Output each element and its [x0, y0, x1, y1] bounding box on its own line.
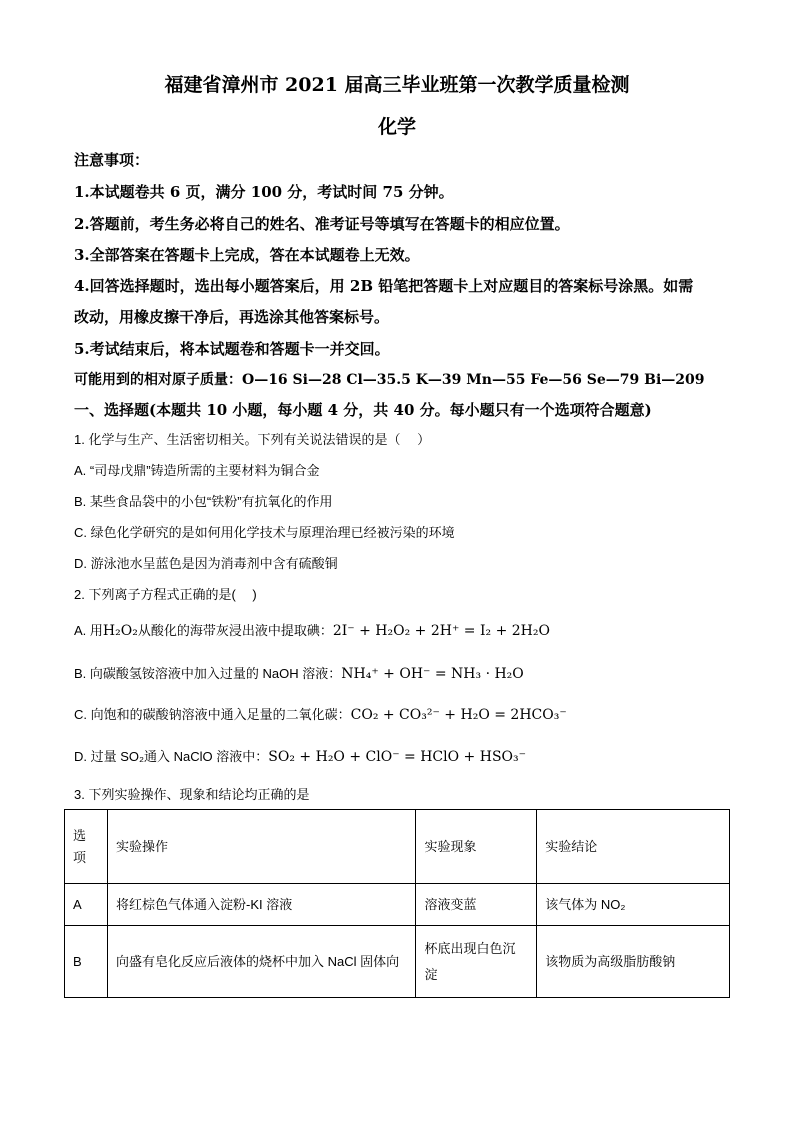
option-a-text: 从酸化的海带灰浸出液中提取碘：: [137, 623, 333, 638]
question-2-option-b: [74, 665, 524, 683]
subject-title: 化学: [377, 116, 416, 138]
row-phenomenon: 杯底出现白色沉淀: [416, 926, 537, 998]
equation: 2I⁻ + H₂O₂ + 2H⁺ = I₂ + 2H₂O: [332, 623, 550, 639]
option-c-text: C. 向饱和的碳酸钠溶液中通入足量的二氧化碳：: [74, 707, 351, 722]
question-2-stem: 2. 下列离子方程式正确的是( ): [74, 587, 257, 602]
question-1-stem: 1. 化学与生产、生活密切相关。下列有关说法错误的是（ ）: [74, 432, 431, 447]
equation: CO₂ + CO₃²⁻ + H₂O = 2HCO₃⁻: [350, 707, 567, 723]
section-heading: 一、选择题(本题共 10 小题，每小题 4 分，共 40 分。每小题只有一个选项符合题意): [74, 401, 652, 419]
exam-title: 福建省漳州市 2021 届高三毕业班第一次教学质量检测: [164, 74, 630, 96]
option-d-text: D. 过量 SO₂通入 NaClO 溶液中：: [74, 749, 269, 764]
row-option: B: [65, 926, 108, 998]
row-conclusion: 该物质为高级脂肪酸钠: [537, 926, 730, 998]
header-operation: 实验操作: [107, 810, 415, 884]
experiment-table: [64, 809, 730, 998]
question-2-option-c: [74, 706, 567, 724]
row-conclusion: 该气体为 NO₂: [537, 884, 730, 926]
note-item: 2.答题前，考生务必将自己的姓名、准考证号等填写在答题卡的相应位置。: [74, 215, 570, 233]
row-operation: 将红棕色气体通入淀粉-KI 溶液: [107, 884, 415, 926]
row-operation: 向盛有皂化反应后液体的烧杯中加入 NaCl 固体向: [107, 926, 415, 998]
reagent-formula: H₂O₂: [102, 623, 138, 639]
option-b-text: B. 向碳酸氢铵溶液中加入过量的 NaOH 溶液：: [74, 666, 342, 681]
notes-heading: 注意事项：: [74, 151, 150, 169]
question-1-option-a: A. “司母戊鼎”铸造所需的主要材料为铜合金: [74, 463, 320, 478]
question-1-option-b: B. 某些食品袋中的小包“铁粉”有抗氧化的作用: [74, 494, 333, 509]
table-header-row: [65, 810, 730, 884]
header-conclusion: 实验结论: [537, 810, 730, 884]
option-a-prefix: A. 用: [74, 623, 103, 638]
equation: SO₂ + H₂O + ClO⁻ = HClO + HSO₃⁻: [268, 749, 527, 765]
note-item: 5.考试结束后，将本试题卷和答题卡一并交回。: [74, 340, 390, 358]
question-2-option-a: [74, 622, 550, 640]
note-item: 改动，用橡皮擦干净后，再选涂其他答案标号。: [74, 308, 390, 326]
header-option: 选项: [65, 810, 108, 884]
equation: NH₄⁺ + OH⁻ = NH₃ · H₂O: [341, 666, 524, 682]
atomic-masses: 可能用到的相对原子质量：O—16 Si—28 Cl—35.5 K—39 Mn—55 Fe—56 Se—79 Bi—209: [74, 372, 705, 388]
note-item: 4.回答选择题时，选出每小题答案后，用 2B 铅笔把答题卡上对应题目的答案标号涂黑。如需: [74, 277, 694, 295]
header-phenomenon: 实验现象: [416, 810, 537, 884]
row-phenomenon: 溶液变蓝: [416, 884, 537, 926]
table-row: [65, 884, 730, 926]
question-3-stem: 3. 下列实验操作、现象和结论均正确的是: [74, 787, 310, 802]
note-item: 1.本试题卷共 6 页，满分 100 分，考试时间 75 分钟。: [74, 183, 454, 201]
table-row: [65, 926, 730, 998]
question-1-option-c: C. 绿色化学研究的是如何用化学技术与原理治理已经被污染的环境: [74, 525, 455, 540]
question-2-option-d: [74, 748, 526, 766]
row-option: A: [65, 884, 108, 926]
note-item: 3.全部答案在答题卡上完成，答在本试题卷上无效。: [74, 246, 420, 264]
question-1-option-d: D. 游泳池水呈蓝色是因为消毒剂中含有硫酸铜: [74, 556, 338, 571]
